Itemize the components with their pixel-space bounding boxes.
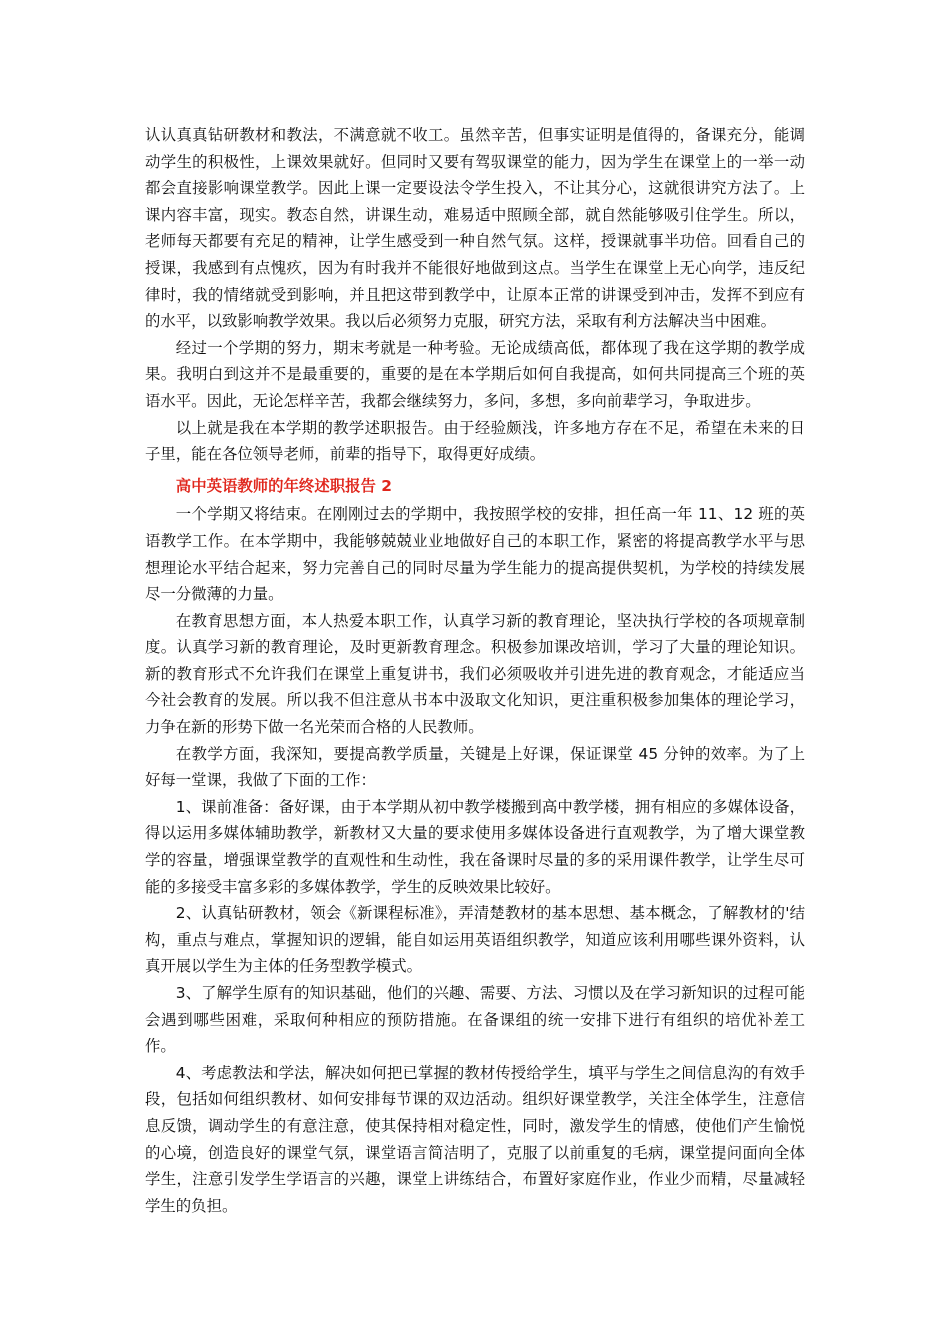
paragraph-top-3: 以上就是我在本学期的教学述职报告。由于经验颇浅，许多地方存在不足，希望在未来的日子里，能在各位领导老师，前辈的指导下，取得更好成绩。	[145, 418, 805, 464]
document-page	[145, 122, 805, 1219]
paragraph-bottom-4: 1、课前准备：备好课，由于本学期从初中教学楼搬到高中教学楼，拥有相应的多媒体设备，得以运用多媒体辅助教学，新教材又大量的要求使用多媒体设备进行直观教学，为了增大课堂教学的容量，增强课堂教学的直观性和生动性，我在备课时尽量的多的采用课件教学，让学生尽可能的多接受丰富多彩的多媒体教学，学生的反映效果比较好。	[145, 797, 805, 896]
paragraph-bottom-6: 3、了解学生原有的知识基础，他们的兴趣、需要、方法、习惯以及在学习新知识的过程可能会遇到哪些困难，采取何种相应的预防措施。在备课组的统一安排下进行有组织的培优补差工作。	[145, 984, 805, 1056]
paragraph-bottom-3: 在教学方面，我深知，要提高教学质量，关键是上好课，保证课堂 45 分钟的效率。为了上好每一堂课，我做了下面的工作：	[145, 744, 805, 790]
paragraph-bottom-7: 4、考虑教法和学法，解决如何把已掌握的教材传授给学生，填平与学生之间信息沟的有效手段，包括如何组织教材、如何安排每节课的双边活动。组织好课堂教学，关注全体学生，注意信息反馈，调动学生的有意注意，使其保持相对稳定性，同时，激发学生的情感，使他们产生愉悦的心境，创造良好的课堂气氛，课堂语言简洁明了，克服了以前重复的毛病，课堂提问面向全体学生，注意引发学生学语言的兴趣，课堂上讲练结合，布置好家庭作业，作业少而精，尽量减轻学生的负担。	[145, 1063, 805, 1215]
paragraph-bottom-5: 2、认真钻研教材，领会《新课程标准》，弄清楚教材的基本思想、基本概念，了解教材的'结构，重点与难点，掌握知识的逻辑，能自如运用英语组织教学，知道应该利用哪些课外资料，认真开展以学生为主体的任务型教学模式。	[145, 904, 805, 976]
paragraph-top-1: 认认真真钻研教材和教法，不满意就不收工。虽然辛苦，但事实证明是值得的，备课充分，能调动学生的积极性，上课效果就好。但同时又要有驾驭课堂的能力，因为学生在课堂上的一举一动都会直接影响课堂教学。因此上课一定要设法令学生投入，不让其分心，这就很讲究方法了。上课内容丰富，现实。教态自然，讲课生动，难易适中照顾全部，就自然能够吸引住学生。所以，老师每天都要有充足的精神，让学生感受到一种自然气氛。这样，授课就事半功倍。回看自己的授课，我感到有点愧疚，因为有时我并不能很好地做到这点。当学生在课堂上无心向学，违反纪律时，我的情绪就受到影响，并且把这带到教学中，让原本正常的讲课受到冲击，发挥不到应有的水平，以致影响教学效果。我以后必须努力克服，研究方法，采取有利方法解决当中困难。	[145, 126, 805, 331]
section-heading: 高中英语教师的年终述职报告 2	[175, 476, 392, 495]
paragraph-top-2: 经过一个学期的努力，期末考就是一种考验。无论成绩高低，都体现了我在这学期的教学成果。我明白到这并不是最重要的，重要的是在本学期后如何自我提高，如何共同提高三个班的英语水平。因此，无论怎样辛苦，我都会继续努力，多问，多想，多向前辈学习，争取进步。	[145, 338, 805, 410]
paragraph-bottom-1: 一个学期又将结束。在刚刚过去的学期中，我按照学校的安排，担任高一年 11、12 班的英语教学工作。在本学期中，我能够兢兢业业地做好自己的本职工作，紧密的将提高教学水平与思想理论水平结合起来，努力完善自己的同时尽量为学生能力的提高提供契机，为学校的持续发展尽一分微薄的力量。	[145, 505, 805, 604]
paragraph-bottom-2: 在教育思想方面，本人热爱本职工作，认真学习新的教育理论，坚决执行学校的各项规章制度。认真学习新的教育理论，及时更新教育理念。积极参加课改培训，学习了大量的理论知识。新的教育形式不允许我们在课堂上重复讲书，我们必须吸收并引进先进的教育观念，才能适应当今社会教育的发展。所以我不但注意从书本中汲取文化知识，更注重积极参加集体的理论学习，力争在新的形势下做一名光荣而合格的人民教师。	[145, 611, 805, 737]
